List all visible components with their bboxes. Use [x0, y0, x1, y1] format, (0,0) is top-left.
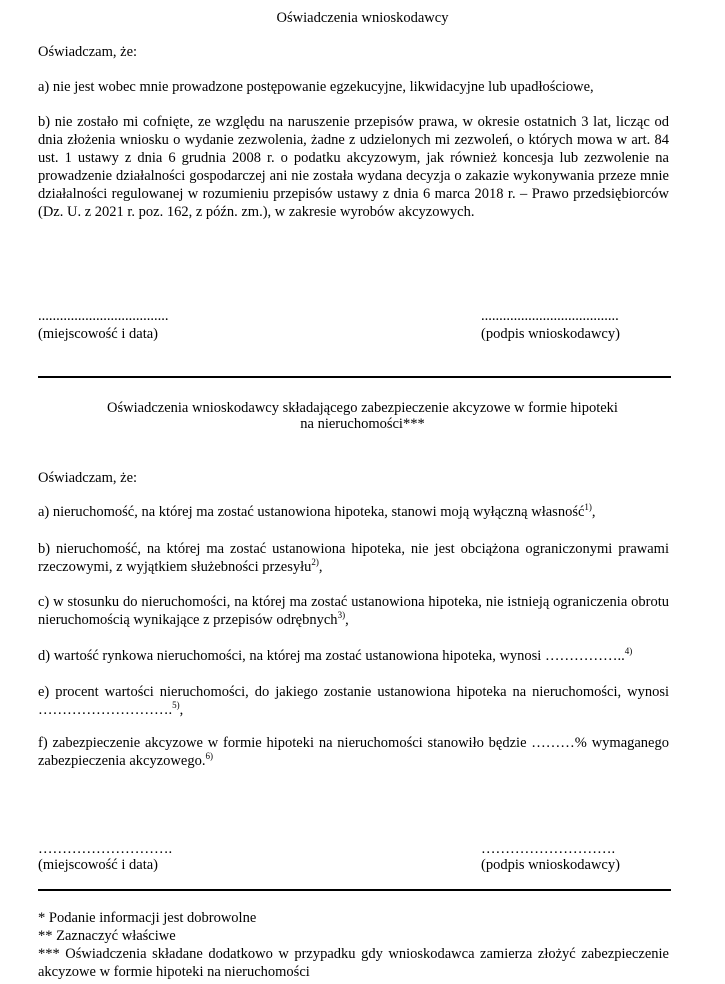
footnote-ref-1: 1): [584, 502, 592, 513]
section2-title-line2: na nieruchomości***: [300, 416, 425, 432]
section2-item-f: [38, 734, 669, 770]
footnote-3: *** Oświadczenia składane dodatkowo w przypadku gdy wnioskodawca zamierza złożyć zabezpieczenie akcyzowe w formie hipoteki na nieruchomości: [38, 946, 669, 980]
section2-item-b-text: b) nieruchomość, na której ma zostać ustanowiona hipoteka, nie jest obciążona ograniczonymi prawami rzeczowymi, z wyjątkiem służebności przesyłu: [38, 541, 669, 575]
section1-intro: Oświadczam, że:: [38, 44, 138, 60]
section2-title-line1: Oświadczenia wnioskodawcy składającego zabezpieczenie akcyzowe w formie hipoteki: [107, 400, 618, 416]
footnote-1: * Podanie informacji jest dobrowolne: [38, 910, 257, 926]
section-divider: [38, 376, 671, 378]
section2-item-d-text: d) wartość rynkowa nieruchomości, na której ma zostać ustanowiona hipoteka, wynosi ……………..: [38, 648, 625, 664]
footnote-2: ** Zaznaczyć właściwe: [38, 928, 176, 944]
section2-item-a-text: a) nieruchomość, na której ma zostać ustanowiona hipoteka, stanowi moją wyłączną własność: [38, 504, 585, 520]
footnote-ref-6: 6): [205, 751, 213, 762]
section2-item-c-text: c) w stosunku do nieruchomości, na której ma zostać ustanowiona hipoteka, nie istnieją ograniczenia obrotu nieruchomością wynikające z przepisów odrębnych: [38, 594, 669, 628]
section2-item-b-end: ,: [318, 559, 323, 575]
section2-item-e: [38, 683, 669, 719]
section2-item-e-text: e) procent wartości nieruchomości, do jakiego zostanie ustanowiona hipoteka na nieruchomości, wynosi ……………………….: [38, 684, 669, 718]
section1-title: Oświadczenia wnioskodawcy: [276, 10, 449, 26]
section2-sig-right-dots: ……………………….: [481, 841, 616, 857]
section2-item-b: [38, 540, 669, 576]
footnote-ref-5: 5): [172, 700, 180, 711]
footnote-ref-3: 3): [337, 610, 346, 621]
section2-item-f-text: f) zabezpieczenie akcyzowe w formie hipoteki na nieruchomości stanowiło będzie ………% wymaganego zabezpieczenia akcyzowego.: [38, 735, 669, 769]
section2-item-a: [38, 503, 669, 521]
section2-intro: Oświadczam, że:: [38, 470, 138, 486]
section1-sig-right-dots: ......................................: [481, 308, 619, 324]
section1-sig-left-label: (miejscowość i data): [38, 326, 158, 342]
section2-sig-right-label: (podpis wnioskodawcy): [481, 857, 620, 873]
section2-sig-left-dots: ……………………….: [38, 841, 173, 857]
section1-item-b: b) nie zostało mi cofnięte, ze względu na naruszenie przepisów prawa, w okresie ostatnich 3 lat, licząc od dnia złożenia wniosku o wydanie zezwolenia, żadne z udzielonych mi zezwoleń, o których mowa w art. 84 ust. 1 ustawy z dnia 6 grudnia 2008 r. o podatku akcyzowym, jak również koncesja lub zezwolenie na prowadzenie działalności gospodarczej ani nie została wydana decyzja o zakazie wykonywania przeze mnie działalności regulowanej w rozumieniu przepisów ustawy z dnia 6 marca 2018 r. – Prawo przedsiębiorców (Dz. U. z 2021 r. poz. 162, z późn. zm.), w zakresie wyrobów akcyzowych.: [38, 114, 669, 220]
section2-item-c-end: ,: [345, 612, 349, 628]
section1-sig-right-label: (podpis wnioskodawcy): [481, 326, 620, 342]
footnote-ref-2: 2): [311, 557, 319, 568]
footnote-ref-4: 4): [624, 646, 633, 657]
section2-sig-left-label: (miejscowość i data): [38, 857, 158, 873]
section2-item-a-end: ,: [591, 504, 596, 520]
section1-item-a: a) nie jest wobec mnie prowadzone postępowanie egzekucyjne, likwidacyjne lub upadłościowe,: [38, 79, 594, 95]
section2-item-c: [38, 593, 669, 629]
section1-sig-left-dots: ....................................: [38, 308, 169, 324]
section2-item-e-end: ,: [179, 702, 184, 718]
section2-item-d: [38, 647, 669, 665]
footnotes-divider: [38, 889, 671, 891]
